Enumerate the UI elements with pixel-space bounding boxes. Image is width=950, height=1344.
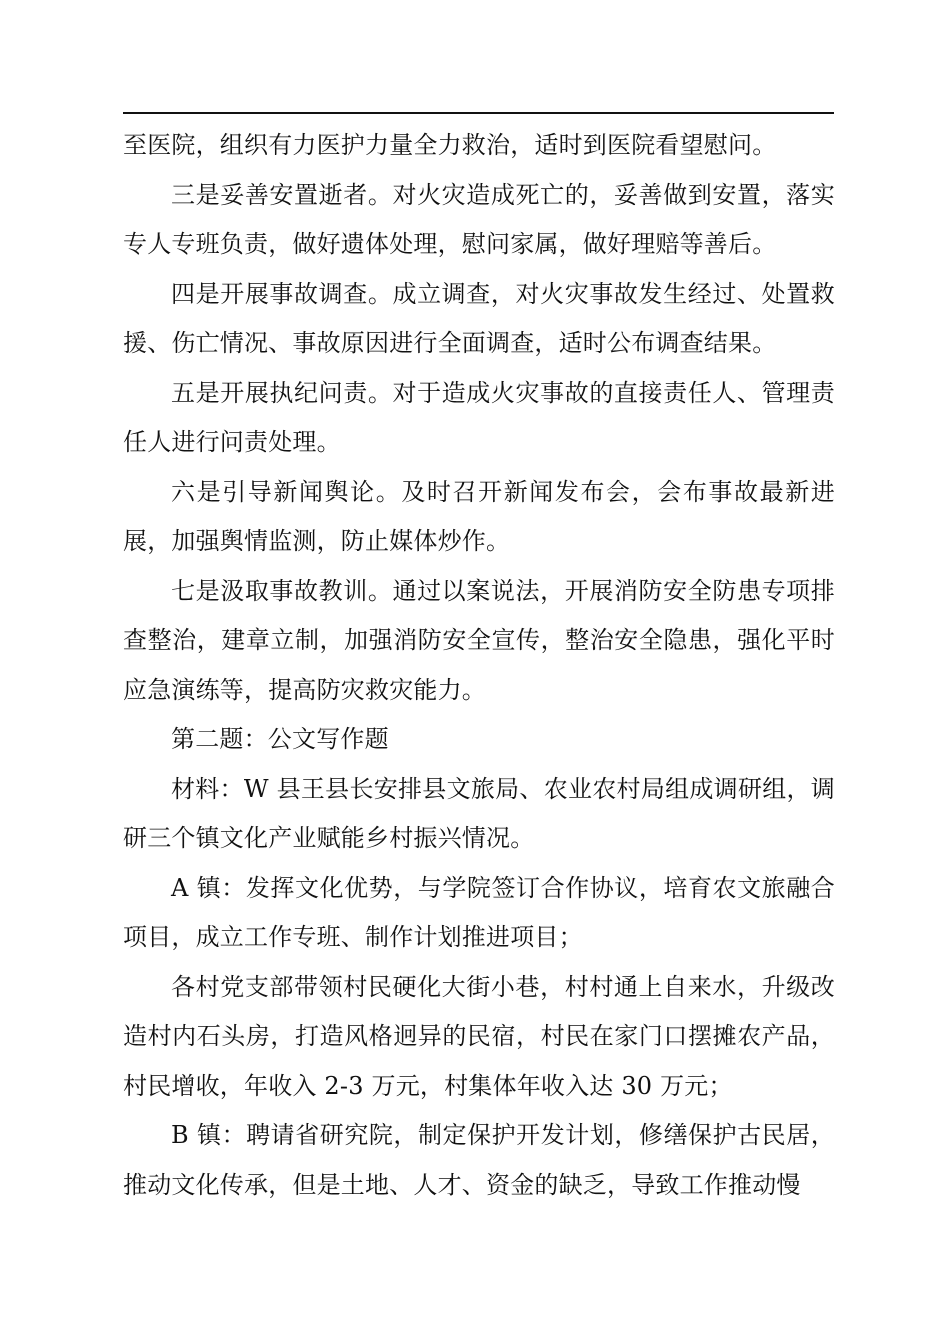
paragraph-settle-deceased: 三是妥善安置逝者。对火灾造成死亡的，妥善做到安置，落实专人专班负责，做好遗体处理，慰问家属，做好理赔等善后。 (123, 180, 835, 258)
paragraph-accountability: 五是开展执纪问责。对于造成火灾事故的直接责任人、管理责任人进行问责处理。 (123, 378, 835, 456)
paragraph-accident-investigation: 四是开展事故调查。成立调查，对火灾事故发生经过、处置救援、伤亡情况、事故原因进行全面调查，适时公布调查结果。 (123, 279, 835, 357)
paragraph-lessons-learned: 七是汲取事故教训。通过以案说法，开展消防安全防患专项排查整治，建章立制，加强消防安全宣传，整治安全隐患，强化平时应急演练等，提高防灾救灾能力。 (123, 576, 835, 704)
paragraph-public-opinion: 六是引导新闻舆论。及时召开新闻发布会，会布事故最新进展，加强舆情监测，防止媒体炒作。 (123, 477, 835, 555)
header-rule (123, 112, 834, 114)
paragraph-town-b: B 镇：聘请省研究院，制定保护开发计划，修缮保护古民居，推动文化传承，但是土地、人才、资金的缺乏，导致工作推动慢 (123, 1121, 835, 1199)
paragraph-town-a: A 镇：发挥文化优势，与学院签订合作协议，培育农文旅融合项目，成立工作专班、制作计划推进项目； (123, 873, 835, 951)
paragraph-hospital-treatment: 至医院，组织有力医护力量全力救治，适时到医院看望慰问。 (123, 131, 777, 159)
paragraph-village-branches: 各村党支部带领村民硬化大街小巷，村村通上自来水，升级改造村内石头房，打造风格迥异的民宿，村民在家门口摆摊农产品，村民增收，年收入 2-3 万元，村集体年收入达 30 万元； (123, 972, 835, 1100)
document-body (123, 121, 835, 1210)
paragraph-material-intro: 材料：W 县王县长安排县文旅局、农业农村局组成调研组，调研三个镇文化产业赋能乡村振兴情况。 (123, 774, 835, 852)
section-heading-question-two: 第二题：公文写作题 (171, 725, 389, 753)
